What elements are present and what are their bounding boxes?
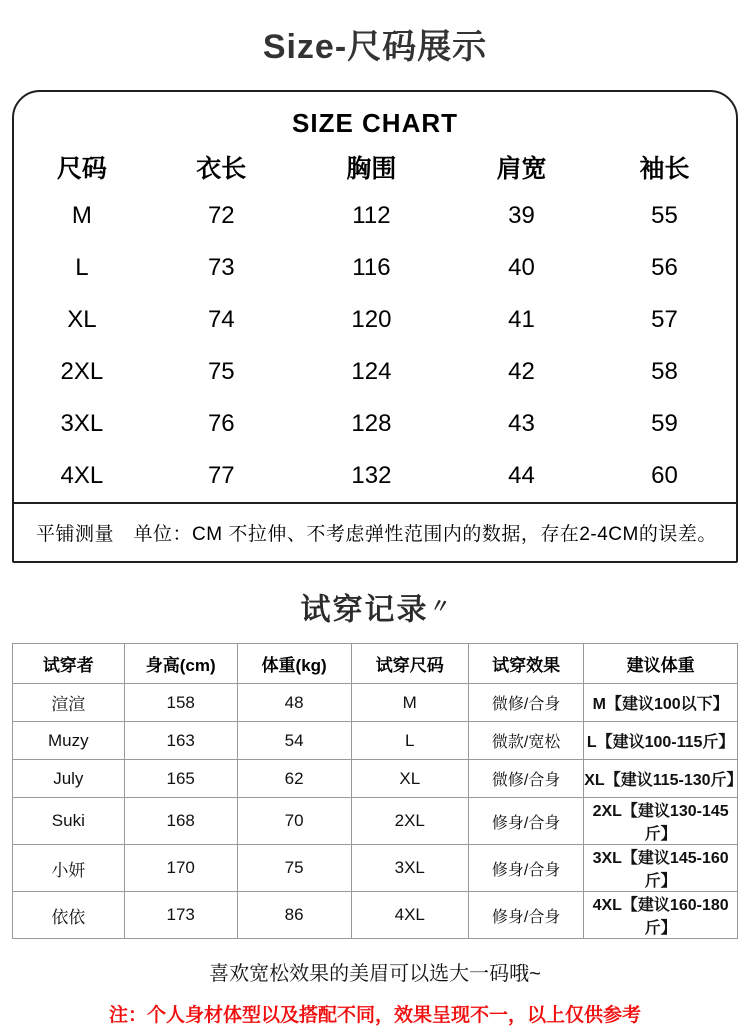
length-value: 73 xyxy=(207,254,235,281)
length-value: 75 xyxy=(207,358,235,385)
wearer-height: 158 xyxy=(124,684,237,722)
fit-effect: 修身/合身 xyxy=(468,892,583,939)
size-chart-col-length: 衣长 xyxy=(196,155,247,183)
wearer-weight: 48 xyxy=(237,684,351,722)
shoulder-value: 39 xyxy=(508,202,535,229)
size-chart-header-row xyxy=(14,144,736,190)
fitting-col-size: 试穿尺码 xyxy=(351,644,468,684)
tried-size: M xyxy=(351,684,468,722)
fitting-row xyxy=(13,845,738,892)
size-chart-col-size: 尺码 xyxy=(56,155,107,183)
fitting-row xyxy=(13,798,738,845)
title-accent-mark: 〃 xyxy=(428,594,451,620)
wearer-name: 小妍 xyxy=(13,845,125,892)
wearer-weight: 75 xyxy=(237,845,351,892)
size-chart-title: SIZE CHART xyxy=(292,108,458,138)
bust-value: 112 xyxy=(352,202,391,229)
shoulder-value: 41 xyxy=(508,306,535,333)
tried-size: 4XL xyxy=(351,892,468,939)
fitting-section-title: 试穿记录 xyxy=(300,593,429,627)
wearer-name: Suki xyxy=(13,798,125,845)
sleeve-value: 55 xyxy=(651,202,678,229)
size-chart-row xyxy=(14,398,736,450)
tried-size: 2XL xyxy=(351,798,468,845)
size-chart-box xyxy=(12,90,738,563)
shoulder-value: 40 xyxy=(508,254,535,281)
page-title: Size-尺码展示 xyxy=(262,28,488,66)
bust-value: 120 xyxy=(351,306,392,333)
sleeve-value: 60 xyxy=(651,462,678,489)
fitting-row xyxy=(13,722,738,760)
fit-effect: 修身/合身 xyxy=(468,798,583,845)
fitting-col-suggest: 建议体重 xyxy=(584,644,738,684)
fitting-row xyxy=(13,684,738,722)
suggest-weight: M【建议100以下】 xyxy=(584,684,738,722)
fitting-col-wearer: 试穿者 xyxy=(13,644,125,684)
fitting-row xyxy=(13,892,738,939)
suggest-weight: XL【建议115-130斤】 xyxy=(584,760,738,798)
sleeve-value: 59 xyxy=(651,410,678,437)
measure-note: 平铺测量 单位：CM 不拉伸、不考虑弹性范围内的数据，存在2-4CM的误差。 xyxy=(14,502,736,561)
fit-effect: 微修/合身 xyxy=(468,760,583,798)
suggest-weight: 4XL【建议160-180斤】 xyxy=(584,892,738,939)
bust-value: 132 xyxy=(351,462,392,489)
wearer-height: 173 xyxy=(124,892,237,939)
suggest-weight: L【建议100-115斤】 xyxy=(584,722,738,760)
wearer-name: Muzy xyxy=(13,722,125,760)
shoulder-value: 43 xyxy=(508,410,535,437)
size-chart-row xyxy=(14,346,736,398)
wearer-name: July xyxy=(13,760,125,798)
wearer-weight: 86 xyxy=(237,892,351,939)
suggest-weight: 3XL【建议145-160斤】 xyxy=(584,845,738,892)
size-chart-col-bust: 胸围 xyxy=(346,155,397,183)
wearer-height: 165 xyxy=(124,760,237,798)
bust-value: 128 xyxy=(351,410,392,437)
fit-effect: 微款/宽松 xyxy=(468,722,583,760)
wearer-height: 168 xyxy=(124,798,237,845)
tried-size: 3XL xyxy=(351,845,468,892)
footer-tip: 喜欢宽松效果的美眉可以选大一码哦~ xyxy=(209,963,541,985)
size-chart-col-shoulder: 肩宽 xyxy=(496,155,547,183)
size-value: 2XL xyxy=(60,358,104,385)
wearer-name: 渲渲 xyxy=(13,684,125,722)
length-value: 77 xyxy=(207,462,235,489)
size-chart-row xyxy=(14,190,736,242)
wearer-height: 163 xyxy=(124,722,237,760)
size-value: L xyxy=(75,254,89,281)
size-value: M xyxy=(71,202,92,229)
tried-size: XL xyxy=(351,760,468,798)
shoulder-value: 42 xyxy=(508,358,535,385)
footer-disclaimer: 注：个人身材体型以及搭配不同，效果呈现不一，以上仅供参考 xyxy=(108,1005,641,1026)
sleeve-value: 58 xyxy=(651,358,678,385)
suggest-weight: 2XL【建议130-145斤】 xyxy=(584,798,738,845)
fitting-header-row xyxy=(13,644,738,684)
bust-value: 116 xyxy=(352,254,391,281)
fit-effect: 修身/合身 xyxy=(468,845,583,892)
fitting-section-header xyxy=(0,585,750,629)
size-chart-row xyxy=(14,242,736,294)
fit-effect: 微修/合身 xyxy=(468,684,583,722)
sleeve-value: 57 xyxy=(651,306,678,333)
tried-size: L xyxy=(351,722,468,760)
length-value: 72 xyxy=(207,202,235,229)
bust-value: 124 xyxy=(351,358,392,385)
wearer-name: 依依 xyxy=(13,892,125,939)
size-chart-col-sleeve: 袖长 xyxy=(639,155,690,183)
size-chart-row xyxy=(14,294,736,346)
size-value: 4XL xyxy=(60,462,104,489)
fitting-table xyxy=(12,643,743,939)
size-value: 3XL xyxy=(60,410,104,437)
fitting-col-height: 身高(cm) xyxy=(124,644,237,684)
wearer-weight: 54 xyxy=(237,722,351,760)
fitting-row xyxy=(13,760,738,798)
wearer-weight: 62 xyxy=(237,760,351,798)
fitting-col-weight: 体重(kg) xyxy=(237,644,351,684)
wearer-weight: 70 xyxy=(237,798,351,845)
size-chart-row xyxy=(14,450,736,502)
size-value: XL xyxy=(67,306,97,333)
wearer-height: 170 xyxy=(124,845,237,892)
length-value: 74 xyxy=(207,306,235,333)
sleeve-value: 56 xyxy=(651,254,678,281)
fitting-col-effect: 试穿效果 xyxy=(468,644,583,684)
length-value: 76 xyxy=(207,410,235,437)
shoulder-value: 44 xyxy=(508,462,535,489)
